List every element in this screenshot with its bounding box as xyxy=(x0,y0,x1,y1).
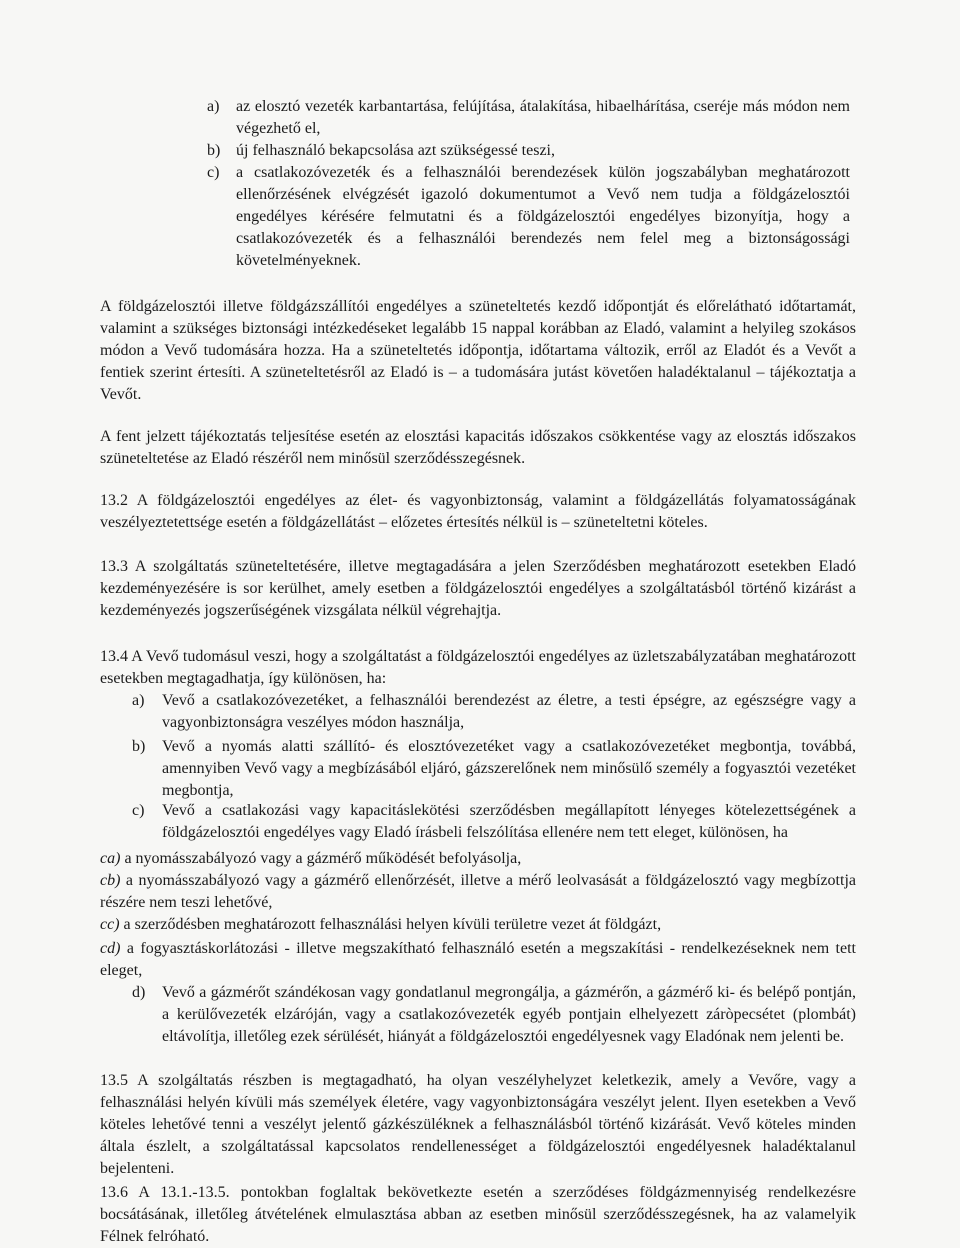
list-marker: d) xyxy=(132,984,146,1001)
sub-list-text: a fogyasztáskorlátozási - illetve megszakítható felhasználó esetén a megszakítási - rendelkezéseknek nem tett eleget, xyxy=(100,940,856,979)
list-item: Vevő a gázmérőt szándékosan vagy gondatlanul megrongálja, a gázmérőn, a gázmérő ki- és belépő pontján, a kerülővezeték elzáróján, vagy a csatlakozóvezeték egyéb pontjain elhelyezett záròpecsétet (plombát) eltávolítja, illetőleg ezek sérülését, hiányát a földgázelosztói engedélyesnek vagy Eladónak nem jelenti be. xyxy=(162,984,856,1045)
list-marker: c) xyxy=(132,802,145,819)
list-item: az elosztó vezeték karbantartása, felújítása, átalakítása, hibaelhárítása, cseréje más módon nem végezhető el, xyxy=(236,98,850,137)
paragraph-13-2: 13.2 A földgázelosztói engedélyes az élet- és vagyonbiztonság, valamint a földgázellátás folyamatosságának veszélyeztetettsége esetén a földgázellátást – előzetes értesítés nélkül is – szüneteltetni köteles. xyxy=(100,492,856,531)
paragraph-13-6: 13.6 A 13.1.-13.5. pontokban foglaltak bekövetkezte esetén a szerződéses földgázmennyiség rendelkezésre bocsátásának, illetőleg átvételének elmulasztása abban az esetben minősül szerződésszegésnek, ha az valamelyik Félnek felróható. xyxy=(100,1184,856,1245)
list-item: Vevő a nyomás alatti szállító- és elosztóvezetéket vagy a csatlakozóvezetéket megbontja, továbbá, amennyiben Vevő vagy a megbízásából eljáró, gázszerelőnek nem minősülő személy a fogyasztói vezetéket megbontja, xyxy=(162,738,856,799)
sub-list-marker: ca) xyxy=(100,850,121,867)
paragraph-13-3: 13.3 A szolgáltatás szüneteltetésére, illetve megtagadására a jelen Szerződésben meghatározott esetekben Eladó kezdeményezésére is sor kerülhet, amely esetben a földgázelosztói engedélyes a szolgáltatásból történő kizárást a kezdeményezés jogszerűségének vizsgálata nélkül végrehajtja. xyxy=(100,558,856,619)
list-marker: c) xyxy=(207,164,220,181)
list-item: Vevő a csatlakozási vagy kapacitáslekötési szerződésben megállapított lényeges kötelezettségének a földgázelosztói engedélyes vagy Eladó írásbeli felszólítása ellenére nem tett eleget, különösen, ha xyxy=(162,802,856,841)
list-item: új felhasználó bekapcsolása azt szükségessé teszi, xyxy=(236,142,555,159)
paragraph-13-4: 13.4 A Vevő tudomásul veszi, hogy a szolgáltatást a földgázelosztói engedélyes az üzletszabályzatában meghatározott esetekben megtagadhatja, így különösen, ha: xyxy=(100,648,856,687)
paragraph-fent: A fent jelzett tájékoztatás teljesítése esetén az elosztási kapacitás időszakos csökkentése vagy az elosztás időszakos szüneteltetése az Eladó részéről nem minősül szerződésszegésnek. xyxy=(100,428,856,467)
sub-list-text: a nyomásszabályozó vagy a gázmérő működését befolyásolja, xyxy=(124,850,522,867)
sub-list-item xyxy=(100,848,856,870)
list-item: Vevő a csatlakozóvezetéket, a felhasználói berendezést az életre, a testi épségre, az egészségre vagy a vagyonbiztonságra veszélyes módon használja, xyxy=(162,692,856,731)
list-marker: b) xyxy=(132,738,146,755)
list-marker: a) xyxy=(132,692,145,709)
paragraph-13-5: 13.5 A szolgáltatás részben is megtagadható, ha olyan veszélyhelyzet keletkezik, amely a Vevőre, vagy a felhasználási helyén kívüli más személyek életére, vagy vagyonbiztonságára veszélyt jelent. Ilyen esetekben a Vevő köteles lehetővé tenni a veszélyt jelentő gázkészüléknek a felhasználásból történő kizárását. Vevő köteles minden általa észlelt, a szolgáltatással kapcsolatos rendellenességet a földgázelosztói engedélyesnek haladéktalanul bejelenteni. xyxy=(100,1072,856,1177)
sub-list-text: a szerződésben meghatározott felhasználási helyen kívüli területre vezet át földgázt, xyxy=(123,916,662,933)
list-marker: b) xyxy=(207,142,221,159)
sub-list-item xyxy=(100,914,856,936)
list-item: a csatlakozóvezeték és a felhasználói berendezések külön jogszabályban meghatározott ellenőrzésének elvégzését igazoló dokumentumot a Vevő nem tudja a földgázelosztói engedélyes kérésére felmutatni és a földgázelosztói engedélyes bizonyítja, hogy a csatlakozóvezeték és a felhasználói berendezés nem felel meg a biztonságossági követelményeknek. xyxy=(236,164,850,269)
sub-list-marker: cd) xyxy=(100,940,121,957)
list-marker: a) xyxy=(207,98,220,115)
sub-list-text: a nyomásszabályozó vagy a gázmérő ellenőrzését, illetve a mérő leolvasását a földgázelosztó vagy megbízottja részére nem teszi lehetővé, xyxy=(100,872,856,911)
sub-list-marker: cb) xyxy=(100,872,121,889)
paragraph-notice: A földgázelosztói illetve földgázszállítói engedélyes a szüneteltetés kezdő időpontját és előrelátható időtartamát, valamint a szükséges biztonsági intézkedéseket legalább 15 nappal korábban az Eladó, valamint a helyileg szokásos módon a Vevő tudomására hozza. Ha a szüneteltetés időpontja, időtartama változik, erről az Eladót és a Vevőt a fentiek szerint értesíti. A szüneteltetésről az Eladó is – a tudomására jutást követően haladéktalanul – tájékoztatja a Vevőt. xyxy=(100,298,856,403)
sub-list-marker: cc) xyxy=(100,916,120,933)
sub-list-item xyxy=(100,938,856,982)
sub-list-item xyxy=(100,870,856,914)
